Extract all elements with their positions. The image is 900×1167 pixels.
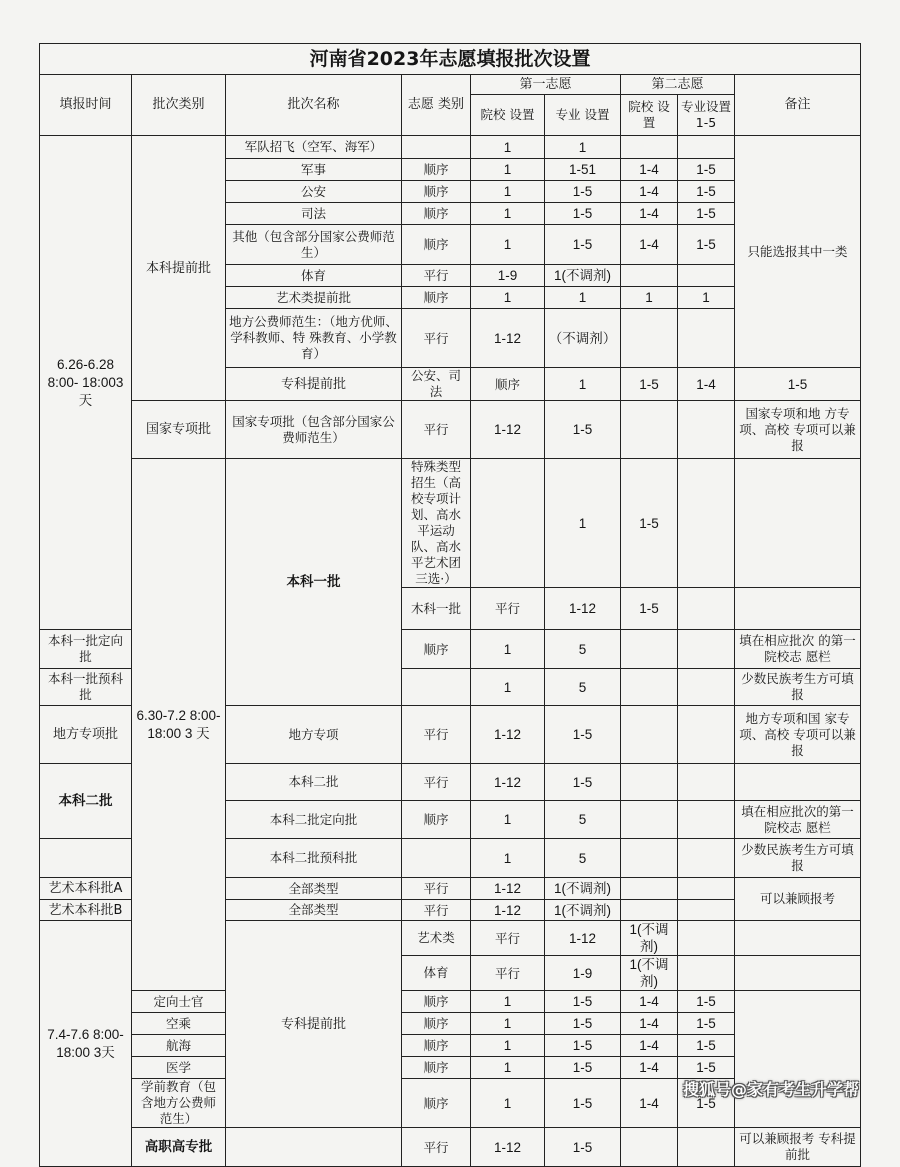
second-major-cell: 1-5 [735, 368, 861, 401]
first-school-cell: 1 [545, 368, 621, 401]
first-major-cell: 1(不调剂) [545, 878, 621, 900]
table-title: 河南省2023年志愿填报批次设置 [40, 44, 861, 75]
second-major-cell [678, 309, 735, 368]
header-category: 志愿 类别 [402, 75, 471, 136]
first-school-cell: 1 [471, 669, 545, 706]
header-first-choice: 第一志愿 [471, 75, 621, 95]
second-school-cell: 1-4 [621, 225, 678, 265]
second-school-cell: 1-4 [621, 1079, 678, 1128]
second-major-cell: 1-5 [678, 181, 735, 203]
second-school-cell [678, 956, 735, 991]
batch-name: 体育 [402, 956, 471, 991]
category-cell: 平行 [402, 900, 471, 921]
second-major-cell: 1-5 [678, 203, 735, 225]
remark-cell: 可以兼顾报考 专科提前批 [735, 1128, 861, 1167]
first-major-cell: 1-5 [621, 588, 678, 630]
period-time: 7.4-7.6 8:00-18:00 3天 [40, 921, 132, 1167]
batch-type: 本科一批 [226, 459, 402, 706]
category-cell: 顺序 [471, 368, 545, 401]
first-school-cell: 1 [471, 181, 545, 203]
second-major-cell [678, 1128, 735, 1167]
second-major-cell [678, 878, 735, 900]
second-major-cell: 1-5 [678, 1079, 735, 1128]
second-school-cell: 1-4 [621, 1013, 678, 1035]
first-school-cell: 1-9 [471, 265, 545, 287]
first-school-cell: 1 [471, 203, 545, 225]
first-school-cell: 1-12 [471, 900, 545, 921]
first-major-cell: 1(不调剂) [621, 921, 678, 956]
category-cell [402, 669, 471, 706]
second-major-cell: 1 [678, 287, 735, 309]
first-major-cell: 1-5 [545, 1057, 621, 1079]
header-remark: 备注 [735, 75, 861, 136]
second-school-cell: 1-4 [621, 159, 678, 181]
second-school-cell: 1-4 [621, 1035, 678, 1057]
batch-type: 艺术本科批B [40, 900, 132, 921]
first-major-cell: 1(不调剂) [545, 900, 621, 921]
first-major-cell: 1-5 [545, 181, 621, 203]
first-major-cell: 5 [545, 669, 621, 706]
remark-cell: 可以兼顾报考 [735, 878, 861, 921]
first-school-cell: 1 [471, 287, 545, 309]
batch-name: 航海 [132, 1035, 226, 1057]
batch-name: 本科一批预科批 [40, 669, 132, 706]
batch-type: 专科提前批 [226, 368, 402, 401]
category-cell: 平行 [402, 878, 471, 900]
remark-cell: 国家专项和地 方专项、高校 专项可以兼报 [735, 401, 861, 459]
category-cell: 平行 [471, 956, 545, 991]
second-major-cell: 1-5 [678, 225, 735, 265]
second-school-cell: 1-4 [678, 368, 735, 401]
second-school-cell: 1 [621, 287, 678, 309]
category-cell [471, 459, 545, 588]
batch-name: 公安 [226, 181, 402, 203]
category-cell: 平行 [471, 588, 545, 630]
batch-name: 医学 [132, 1057, 226, 1079]
batch-type: 高职高专批 [132, 1128, 226, 1167]
remark-cell: 地方专项和国 家专项、高校 专项可以兼报 [735, 706, 861, 764]
first-school-cell: 1-12 [471, 401, 545, 459]
batch-name: 体育 [226, 265, 402, 287]
header-second-major: 专业设置 1-5 [678, 95, 735, 136]
remark-cell: 只能选报其中一类 [735, 136, 861, 368]
first-major-cell: 1-5 [545, 401, 621, 459]
second-major-cell: 1-5 [678, 1035, 735, 1057]
first-school-cell: 1 [471, 1079, 545, 1128]
first-school-cell: 1-12 [471, 878, 545, 900]
second-major-cell [678, 401, 735, 459]
first-major-cell: 1-5 [545, 764, 621, 801]
first-school-cell: 1 [471, 136, 545, 159]
category-cell: 顺序 [402, 1079, 471, 1128]
watermark-text: 搜狐号@家有考生升学帮 [683, 1080, 860, 1099]
first-school-cell: 1-9 [545, 956, 621, 991]
header-batch-type: 批次类别 [132, 75, 226, 136]
batch-name: 艺术类提前批 [226, 287, 402, 309]
category-cell: 平行 [402, 706, 471, 764]
header-second-school: 院校 设置 [621, 95, 678, 136]
first-school-cell: 1-12 [545, 921, 621, 956]
second-school-cell: 1-4 [621, 203, 678, 225]
second-school-cell: 1-4 [621, 991, 678, 1013]
first-school-cell: 1 [471, 801, 545, 839]
second-major-cell [678, 265, 735, 287]
category-cell: 顺序 [402, 801, 471, 839]
second-major-cell [678, 839, 735, 878]
first-school-cell: 1 [471, 839, 545, 878]
second-major-cell [735, 588, 861, 630]
first-school-cell: 1 [471, 225, 545, 265]
batch-type: 专科提前批 [226, 921, 402, 1128]
second-major-cell [678, 900, 735, 921]
second-major-cell: 1-5 [678, 1013, 735, 1035]
first-major-cell: 1(不调剂) [621, 956, 678, 991]
category-cell: 顺序 [402, 991, 471, 1013]
category-cell: 顺序 [402, 181, 471, 203]
first-school-cell: 1 [471, 159, 545, 181]
batch-name: 地方公费师范生：（地方优师、学科教师、特 殊教育、小学教育） [226, 309, 402, 368]
second-school-cell [621, 401, 678, 459]
first-major-cell: 1-5 [545, 1013, 621, 1035]
batch-name: 地方专项 [226, 706, 402, 764]
second-school-cell [621, 839, 678, 878]
category-cell: 平行 [402, 265, 471, 287]
second-major-cell: 1-5 [678, 991, 735, 1013]
batch-type: 本科提前批 [132, 136, 226, 401]
category-cell: 顺序 [402, 287, 471, 309]
second-school-cell [621, 309, 678, 368]
batch-type: 本科二批 [40, 764, 132, 839]
category-cell: 顺序 [402, 1035, 471, 1057]
first-major-cell: （不调剂） [545, 309, 621, 368]
first-major-cell: 5 [545, 630, 621, 669]
batch-name: 司法 [226, 203, 402, 225]
batch-name: 学前教育（包含地方公费师范生） [132, 1079, 226, 1128]
second-school-cell [621, 706, 678, 764]
remark-cell: 少数民族考生方可填报 [735, 839, 861, 878]
first-major-cell: 1-5 [545, 706, 621, 764]
category-cell: 平行 [402, 1128, 471, 1167]
remark-cell: 少数民族考生方可填报 [735, 669, 861, 706]
batch-name: 本科一批定向批 [40, 630, 132, 669]
category-cell: 顺序 [402, 225, 471, 265]
category-cell: 顺序 [402, 159, 471, 181]
batch-name: 军事 [226, 159, 402, 181]
first-school-cell: 1 [471, 1013, 545, 1035]
second-school-cell [678, 588, 735, 630]
second-school-cell [621, 136, 678, 159]
batch-name: 其他（包含部分国家公费师范生） [226, 225, 402, 265]
first-major-cell: 1-5 [545, 991, 621, 1013]
header-first-school: 院校 设置 [471, 95, 545, 136]
second-school-cell [621, 764, 678, 801]
second-major-cell [678, 669, 735, 706]
batch-name [226, 1128, 402, 1167]
second-major-cell [735, 459, 861, 588]
header-second-choice: 第二志愿 [621, 75, 735, 95]
first-school-cell: 1-12 [471, 1128, 545, 1167]
period-time: 6.30-7.2 8:00-18:00 3 天 [132, 459, 226, 991]
first-school-cell: 1-12 [471, 764, 545, 801]
first-school-cell: 1-12 [545, 588, 621, 630]
second-school-cell [621, 265, 678, 287]
batch-type [40, 839, 132, 878]
first-major-cell: 1-5 [621, 368, 678, 401]
batch-name: 公安、司法 [402, 368, 471, 401]
batch-name: 定向士官 [132, 991, 226, 1013]
first-school-cell: 1 [471, 991, 545, 1013]
second-school-cell [621, 801, 678, 839]
batch-name: 本科二批定向批 [226, 801, 402, 839]
first-major-cell: 1-51 [545, 159, 621, 181]
second-major-cell: 1-5 [678, 159, 735, 181]
batch-type: 地方专项批 [40, 706, 132, 764]
first-major-cell: 1-5 [545, 1035, 621, 1057]
batch-name: 军队招飞（空军、海军） [226, 136, 402, 159]
header-time: 填报时间 [40, 75, 132, 136]
second-school-cell: 1-4 [621, 1057, 678, 1079]
first-major-cell: 1-5 [545, 1128, 621, 1167]
batch-name: 木科一批 [402, 588, 471, 630]
second-major-cell [678, 764, 735, 801]
second-school-cell [678, 921, 735, 956]
header-batch-name: 批次名称 [226, 75, 402, 136]
second-school-cell: 1-4 [621, 181, 678, 203]
first-major-cell: 5 [545, 801, 621, 839]
first-school-cell: 1 [545, 459, 621, 588]
category-cell: 平行 [471, 921, 545, 956]
batch-name: 本科二批 [226, 764, 402, 801]
category-cell: 平行 [402, 309, 471, 368]
remark-cell: 填在相应批次的第一院校志 愿栏 [735, 801, 861, 839]
first-major-cell: 1-5 [621, 459, 678, 588]
category-cell: 顺序 [402, 1057, 471, 1079]
category-cell: 顺序 [402, 1013, 471, 1035]
second-major-cell [678, 630, 735, 669]
second-school-cell [621, 900, 678, 921]
category-cell: 平行 [402, 401, 471, 459]
batch-name: 本科二批预科批 [226, 839, 402, 878]
first-major-cell: 1(不调剂) [545, 265, 621, 287]
header-first-major: 专业 设置 [545, 95, 621, 136]
category-cell [402, 839, 471, 878]
first-major-cell: 1-5 [545, 225, 621, 265]
first-school-cell: 1-12 [471, 309, 545, 368]
first-school-cell: 1 [471, 1057, 545, 1079]
second-major-cell [735, 921, 861, 956]
remark-cell: 填在相应批次 的第一院校志 愿栏 [735, 630, 861, 669]
second-school-cell [678, 459, 735, 588]
first-major-cell: 1-5 [545, 203, 621, 225]
first-major-cell: 1 [545, 136, 621, 159]
second-major-cell [678, 801, 735, 839]
second-major-cell [735, 956, 861, 991]
category-cell: 顺序 [402, 630, 471, 669]
batch-type: 国家专项批 [132, 401, 226, 459]
period-time: 6.26-6.28 8:00- 18:003 天 [40, 136, 132, 630]
second-school-cell [621, 669, 678, 706]
first-school-cell: 1-12 [471, 706, 545, 764]
second-school-cell [621, 630, 678, 669]
first-school-cell: 1 [471, 1035, 545, 1057]
batch-name: 全部类型 [226, 878, 402, 900]
first-major-cell: 1-5 [545, 1079, 621, 1128]
remark-cell [735, 764, 861, 801]
second-major-cell [678, 136, 735, 159]
first-major-cell: 1 [545, 287, 621, 309]
batch-settings-table [39, 43, 861, 1167]
first-major-cell: 5 [545, 839, 621, 878]
second-major-cell: 1-5 [678, 1057, 735, 1079]
batch-name: 特殊类型招生（高校专项计划、高水平运动队、高水平艺术团三选·） [402, 459, 471, 588]
category-cell: 顺序 [402, 203, 471, 225]
batch-name: 空乘 [132, 1013, 226, 1035]
category-cell: 平行 [402, 764, 471, 801]
second-major-cell [678, 706, 735, 764]
batch-name: 国家专项批（包含部分国家公费师范生） [226, 401, 402, 459]
second-school-cell [621, 878, 678, 900]
second-school-cell [621, 1128, 678, 1167]
batch-type: 艺术本科批A [40, 878, 132, 900]
batch-name: 艺术类 [402, 921, 471, 956]
batch-name: 全部类型 [226, 900, 402, 921]
category-cell [402, 136, 471, 159]
first-school-cell: 1 [471, 630, 545, 669]
